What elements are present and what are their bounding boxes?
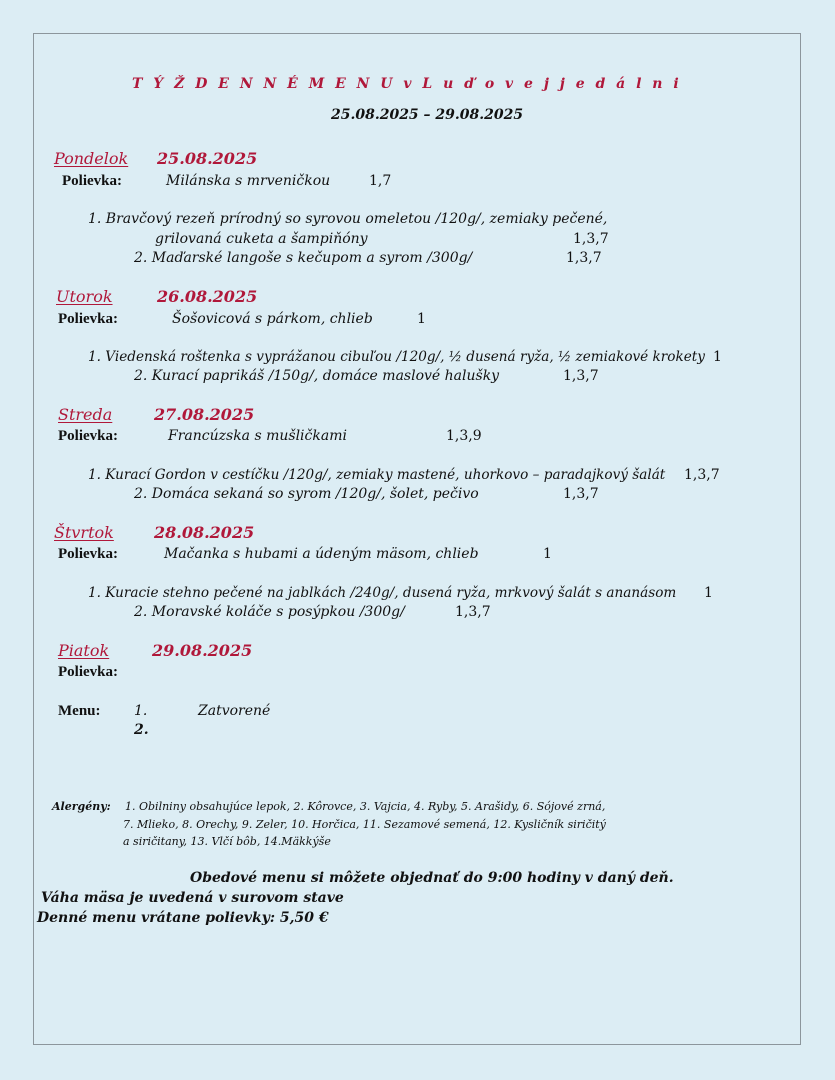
item-allergens: 1 — [704, 585, 713, 601]
day-name: Piatok — [58, 641, 110, 660]
day-date: 26.08.2025 — [157, 287, 258, 306]
menu-item: 1. Kuracie stehno pečené na jablkách /240g/, dusená ryža, mrkvový šalát s ananásom — [88, 585, 677, 601]
menu-number: 1. — [134, 703, 148, 719]
allergens-line: a siričitany, 13. Vlčí bôb, 14.Mäkkýše — [123, 835, 331, 848]
soup-name: Milánska s mrveničkou — [166, 173, 331, 189]
weight-note: Váha mäsa je uvedená v surovom stave — [41, 890, 344, 906]
soup-label: Polievka: — [58, 664, 118, 680]
day-name: Štvrtok — [54, 523, 114, 542]
allergens-line: 7. Mlieko, 8. Orechy, 9. Zeler, 10. Horčica, 11. Sezamové semená, 12. Kysličník siričitý — [123, 818, 606, 831]
day-name: Utorok — [56, 287, 113, 306]
price-note: Denné menu vrátane polievky: 5,50 € — [37, 910, 329, 926]
menu-number: 2. — [134, 722, 149, 738]
soup-label: Polievka: — [62, 173, 122, 189]
soup-allergens: 1 — [543, 546, 552, 562]
soup-name: Mačanka s hubami a údeným mäsom, chlieb — [164, 546, 479, 562]
day-name: Pondelok — [54, 149, 129, 168]
soup-name: Francúzska s mušličkami — [168, 428, 347, 444]
allergens-label: Alergény: — [52, 800, 111, 813]
menu-item: 1. Viedenská roštenka s vyprážanou cibuľou /120g/, ½ dusená ryža, ½ zemiakové krokety — [88, 349, 705, 365]
item-allergens: 1,3,7 — [573, 231, 609, 247]
menu-item: 2. Domáca sekaná so syrom /120g/, šolet, pečivo — [134, 486, 479, 502]
soup-label: Polievka: — [58, 428, 118, 444]
menu-item-continued: grilovaná cuketa a šampiňóny — [155, 231, 368, 247]
item-allergens: 1,3,7 — [563, 486, 599, 502]
menu-item: 2. Kurací paprikáš /150g/, domáce maslové halušky — [134, 368, 500, 384]
soup-label: Polievka: — [58, 546, 118, 562]
item-allergens: 1,3,7 — [563, 368, 599, 384]
closed-text: Zatvorené — [198, 703, 271, 719]
soup-name: Šošovicová s párkom, chlieb — [172, 311, 373, 327]
menu-item: 1. Kurací Gordon v cestíčku /120g/, zemiaky mastené, uhorkovo – paradajkový šalát — [88, 467, 666, 483]
soup-allergens: 1,7 — [369, 173, 392, 189]
item-allergens: 1 — [713, 349, 722, 365]
item-allergens: 1,3,7 — [455, 604, 491, 620]
item-allergens: 1,3,7 — [684, 467, 720, 483]
day-date: 29.08.2025 — [152, 641, 253, 660]
soup-label: Polievka: — [58, 311, 118, 327]
soup-allergens: 1,3,9 — [446, 428, 482, 444]
menu-item: 1. Bravčový rezeň prírodný so syrovou omeletou /120g/, zemiaky pečené, — [88, 211, 608, 227]
day-name: Streda — [58, 405, 113, 424]
order-note: Obedové menu si môžete objednať do 9:00 hodiny v daný deň. — [190, 870, 674, 886]
menu-item: 2. Maďarské langoše s kečupom a syrom /300g/ — [134, 250, 473, 266]
soup-allergens: 1 — [417, 311, 426, 327]
menu-item: 2. Moravské koláče s posýpkou /300g/ — [134, 604, 405, 620]
day-date: 28.08.2025 — [154, 523, 255, 542]
menu-label: Menu: — [58, 703, 101, 719]
date-range: 25.08.2025 – 29.08.2025 — [331, 107, 524, 123]
item-allergens: 1,3,7 — [566, 250, 602, 266]
allergens-line: 1. Obilniny obsahujúce lepok, 2. Kôrovce, 3. Vajcia, 4. Ryby, 5. Arašidy, 6. Sójové zrná, — [125, 800, 606, 813]
menu-title: T Ý Ž D E N N É M E N U v L u ď o v e j j e d á l n i — [132, 76, 682, 92]
day-date: 27.08.2025 — [154, 405, 255, 424]
day-date: 25.08.2025 — [157, 149, 258, 168]
